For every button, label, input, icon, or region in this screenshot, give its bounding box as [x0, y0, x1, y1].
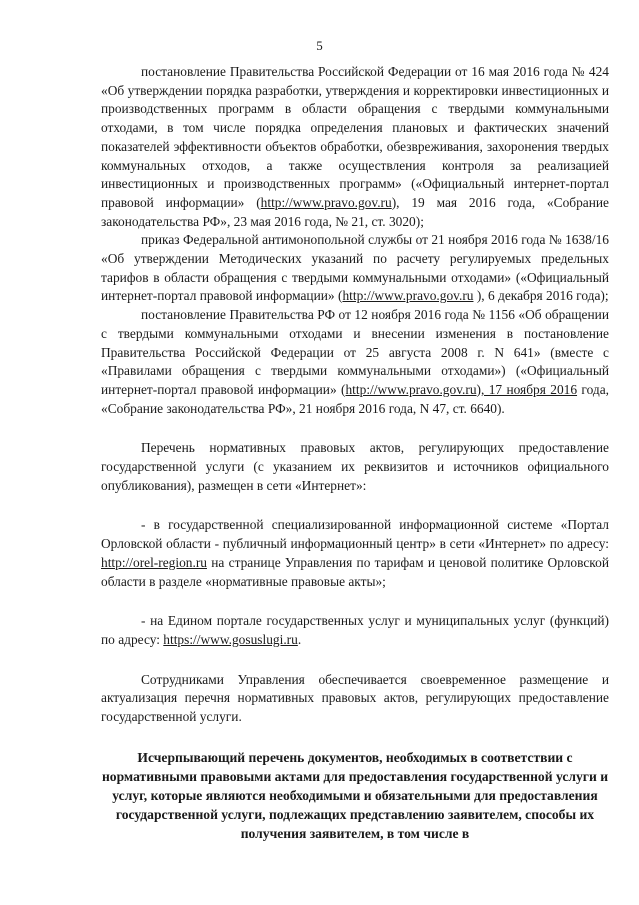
section-heading: Исчерпывающий перечень документов, необходимых в соответствии с нормативными правовыми актами для предоставления государственной услуги и услуг, которые являются необходимыми и обязательными для предоставления государственной услуги, подлежащих представлению заявителем, способы их получения заявителем, в том числе в [101, 749, 609, 841]
act-text: постановление Правительства Российской Федерации от 16 мая 2016 года № 424 «Об утверждении порядка разработки, утверждения и корректировки инвестиционных и производственных программ в области обращения с твердыми коммунальными отходами, в том числе порядка определения плановых и фактических значений показателей эффективности объектов обработки, обезвреживания, захоронения твердых коммунальных отходов, а также осуществления контроля за реализацией инвестиционных и производственных программ» («Официальный интернет-портал правовой информации» ( [101, 64, 609, 210]
place-text: на странице Управления по тарифам и ценовой политике Орловской области в разделе «нормативные правовые акты»; [101, 554, 609, 589]
act-text: года, «Собрание законодательства РФ», 21 ноября 2016 года, N 47, ст. 6640). [101, 381, 609, 416]
orel-region-link[interactable]: http://orel-region.ru [101, 554, 207, 570]
act-source-link[interactable]: http://www.pravo.gov.ru [342, 288, 474, 304]
spacer [101, 650, 609, 671]
place-text: - на Едином портале государственных услуг и муниципальных услуг (функций) по адресу: [101, 613, 609, 647]
act-text: ), 6 декабря 2016 года); [473, 288, 609, 304]
publication-place-item [101, 516, 609, 591]
legal-act-paragraph [101, 306, 609, 418]
page-content [101, 63, 609, 843]
spacer [101, 727, 609, 748]
spacer [101, 418, 609, 439]
publication-place-item [101, 612, 609, 649]
place-text: . [297, 631, 302, 647]
legal-act-paragraph [101, 63, 609, 231]
act-text: постановление Правительства РФ от 12 ноября 2016 года № 1156 «Об обращении с твердыми коммунальными отходами и внесении изменения в постановление Правительства Российской Федерации от 25 августа 2008 г. N 641» (вместе с «Правилами обращения с твердыми коммунальными отходами») («Официальный интернет-портал правовой информации» ( [101, 307, 609, 397]
act-text: приказ Федеральной антимонопольной службы от 21 ноября 2016 года № 1638/16 «Об утверждении Методических указаний по расчету регулируемых предельных тарифов в области обращения с твердыми коммунальными отходами» («Официальный интернет-портал правовой информации» ( [101, 232, 609, 304]
spacer [101, 591, 609, 612]
act-source-link[interactable]: http://www.pravo.gov.ru [260, 194, 392, 210]
spacer [101, 495, 609, 516]
legal-act-paragraph [101, 231, 609, 306]
acts-list-intro: Перечень нормативных правовых актов, регулирующих предоставление государственной услуги (с указанием их реквизитов и источников официального опубликования), размещен в сети «Интернет»: [101, 440, 609, 493]
place-text: - в государственной специализированной информационной системе «Портал Орловской области - публичный информационный центр» в сети «Интернет» по адресу: [101, 517, 609, 552]
gosuslugi-link[interactable]: https://www.gosuslugi.ru [163, 631, 298, 647]
act-text: ), 19 мая 2016 года, «Собрание законодательства РФ», 23 мая 2016 года, № 21, ст. 3020); [101, 194, 609, 229]
act-source-link[interactable]: http://www.pravo.gov.ru), 17 ноября 2016 [345, 381, 578, 397]
page-number: 5 [316, 38, 323, 53]
staff-note: Сотрудниками Управления обеспечивается своевременное размещение и актуализация перечня нормативных правовых актов, регулирующих предоставление государственной услуги. [101, 671, 609, 725]
